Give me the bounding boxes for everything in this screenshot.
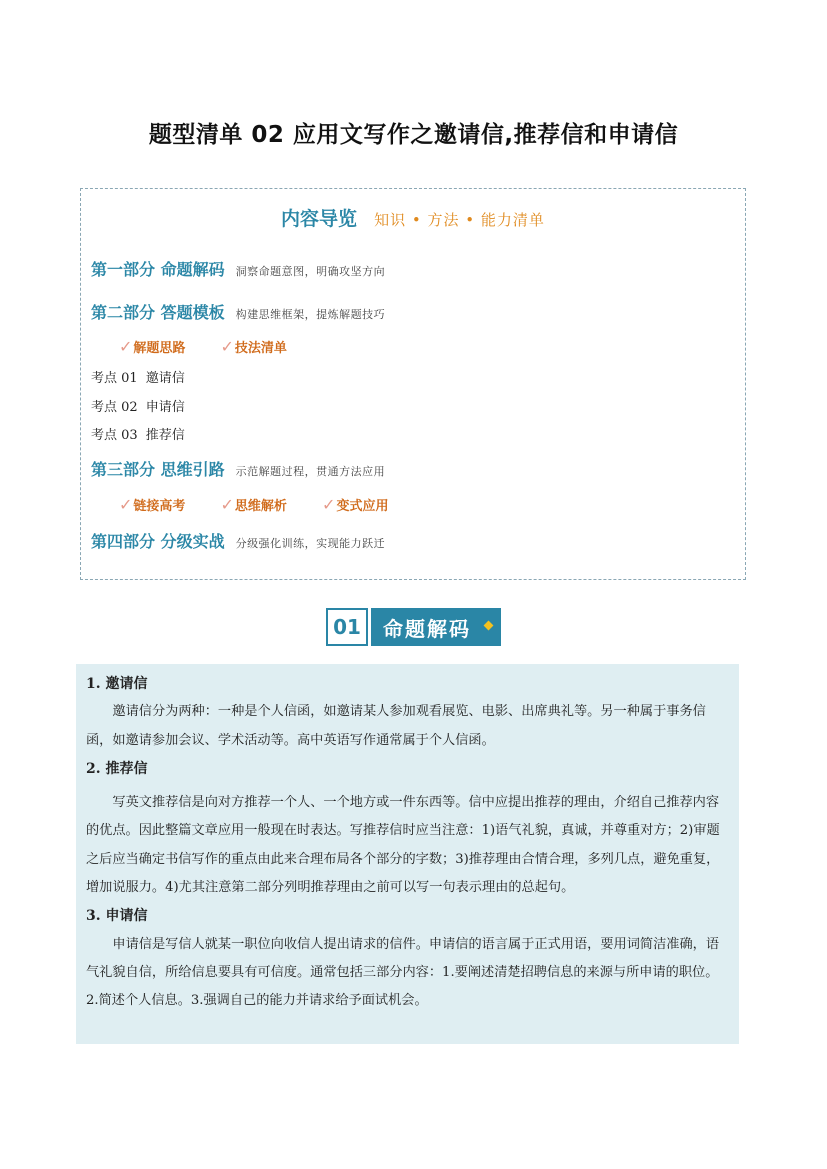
content-panel <box>76 664 739 1044</box>
checkmark-icon: ✓ <box>119 495 133 514</box>
diamond-icon <box>484 621 494 631</box>
check-item[interactable]: ✓链接高考 <box>119 495 186 514</box>
banner-label-box <box>371 608 501 646</box>
content-overview-box <box>80 188 746 580</box>
check-item[interactable]: ✓技法清单 <box>220 337 287 356</box>
kaodian-item[interactable]: 考点 02 申请信 <box>91 400 185 415</box>
part-desc: 分级强化训练，实现能力跃迁 <box>235 537 386 550</box>
part2-checks <box>119 337 317 356</box>
part-name: 第三部分 思维引路 <box>91 460 225 479</box>
part-desc: 洞察命题意图，明确攻坚方向 <box>235 265 386 278</box>
toc-part-3[interactable] <box>91 457 385 480</box>
checkmark-icon: ✓ <box>220 495 234 514</box>
part-name: 第一部分 命题解码 <box>91 260 225 279</box>
overview-subtitle: 知识 • 方法 • 能力清单 <box>374 211 545 229</box>
part3-checks <box>119 495 418 514</box>
checkmark-icon: ✓ <box>322 495 336 514</box>
page-title: 题型清单 02 应用文写作之邀请信,推荐信和申请信 <box>148 122 679 148</box>
part-name: 第四部分 分级实战 <box>91 532 225 551</box>
toc-part-4[interactable] <box>91 529 385 552</box>
banner-label: 命题解码 <box>383 616 471 641</box>
kaodian-item[interactable]: 考点 03 推荐信 <box>91 428 185 443</box>
kaodian-item[interactable]: 考点 01 邀请信 <box>91 371 185 386</box>
toc-part-2[interactable] <box>91 300 385 323</box>
section-heading: 2. 推荐信 <box>86 760 148 777</box>
part-desc: 构建思维框架，提炼解题技巧 <box>235 308 386 321</box>
check-item[interactable]: ✓解题思路 <box>119 337 186 356</box>
section-body: 申请信是写信人就某一职位向收信人提出请求的信件。申请信的语言属于正式用语，要用词简洁准确，语气礼貌自信，所给信息要具有可信度。通常包括三部分内容：1.要阐述清楚招聘信息的来源与所申请的职位。2.简述个人信息。3.强调自己的能力并请求给予面试机会。 <box>86 936 720 1009</box>
toc-part-1[interactable] <box>91 257 385 280</box>
overview-heading <box>81 204 745 231</box>
part-name: 第二部分 答题模板 <box>91 303 225 322</box>
section-banner <box>326 608 501 646</box>
overview-title: 内容导览 <box>281 208 358 230</box>
section-heading: 1. 邀请信 <box>86 676 148 692</box>
checkmark-icon: ✓ <box>220 337 234 356</box>
section-body: 邀请信分为两种：一种是个人信函，如邀请某人参加观看展览、电影、出席典礼等。另一种属于事务信函，如邀请参加会议、学术活动等。高中英语写作通常属于个人信函。 <box>86 704 706 748</box>
checkmark-icon: ✓ <box>119 337 133 356</box>
check-item[interactable]: ✓思维解析 <box>220 495 287 514</box>
section-body: 写英文推荐信是向对方推荐一个人、一个地方或一件东西等。信中应提出推荐的理由，介绍自己推荐内容的优点。因此整篇文章应用一般现在时表达。写推荐信时应当注意：1)语气礼貌，真诚，并尊重对方；2)审题之后应当确定书信写作的重点由此来合理布局各个部分的字数；3)推荐理由合情合理，多列几点，避免重复，增加说服力。4)尤其注意第二部分列明推荐理由之前可以写一句表示理由的总起句。 <box>86 795 720 896</box>
part-desc: 示范解题过程，贯通方法应用 <box>235 465 386 478</box>
check-item[interactable]: ✓变式应用 <box>322 495 389 514</box>
banner-number: 01 <box>326 608 368 646</box>
section-heading: 3. 申请信 <box>86 908 148 925</box>
